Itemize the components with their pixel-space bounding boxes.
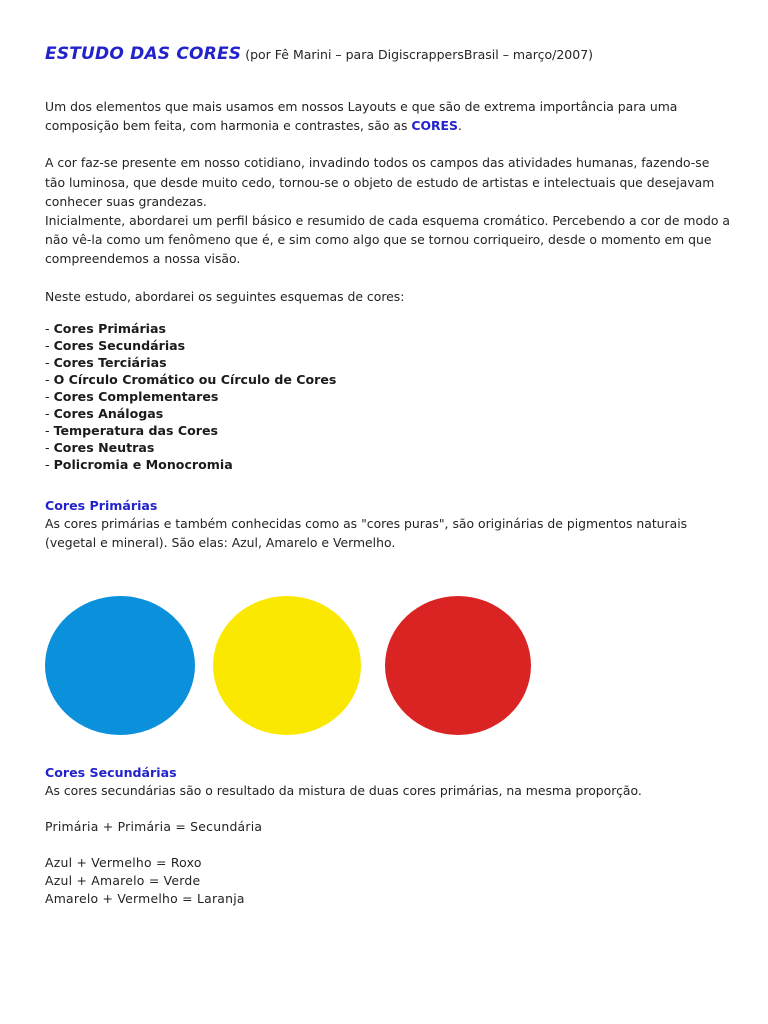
list-item-label: Cores Secundárias <box>53 337 186 353</box>
list-item <box>45 371 733 388</box>
list-item <box>45 354 733 371</box>
spacer <box>45 473 733 491</box>
intro-paragraph-1-period: . <box>457 118 462 134</box>
list-item <box>45 337 733 354</box>
spacer <box>45 306 733 320</box>
intro-paragraph-1-text: Um dos elementos que mais usamos em nossos Layouts e que são de extrema importância para uma composição bem feita, com harmonia e contrastes, são as <box>45 99 678 134</box>
list-item <box>45 422 733 439</box>
primary-color-swatches <box>45 596 545 746</box>
equation-roxo: Azul + Vermelho = Roxo <box>45 855 202 871</box>
list-item <box>45 388 733 405</box>
section-body-cores-secundarias: As cores secundárias são o resultado da mistura de duas cores primárias, na mesma proporção. <box>45 783 642 799</box>
page-title-main: ESTUDO DAS CORES <box>45 44 242 64</box>
list-item-label: Cores Complementares <box>53 388 219 404</box>
intro-paragraph-2: A cor faz-se presente em nosso cotidiano, invadindo todos os campos das atividades humanas, fazendo-se tão luminosa, que desde muito cedo, tornou-se o objeto de estudo de artistas e intelectuais que desejavam conhecer suas grandezas. <box>45 155 715 209</box>
spacer <box>45 800 733 818</box>
page-title <box>45 44 733 65</box>
color-swatch-azul <box>45 596 195 735</box>
cores-accent-word: CORES <box>411 118 458 134</box>
spacer <box>45 65 733 83</box>
section-body-cores-primarias: As cores primárias e também conhecidas como as "cores puras", são originárias de pigmentos naturais (vegetal e mineral). São elas: Azul, Amarelo e Vermelho. <box>45 515 688 551</box>
list-item-label: Cores Neutras <box>53 439 155 455</box>
list-item-label: Cores Terciárias <box>53 354 167 370</box>
spacer <box>45 570 733 588</box>
list-bullet: - <box>45 405 54 421</box>
list-bullet: - <box>45 388 54 404</box>
color-swatch-amarelo <box>213 596 361 735</box>
spacer <box>45 135 733 153</box>
list-bullet: - <box>45 371 54 387</box>
list-item-label: Policromia e Monocromia <box>53 456 233 472</box>
list-item-label: Temperatura das Cores <box>53 422 219 438</box>
spacer <box>45 588 733 596</box>
equation-verde: Azul + Amarelo = Verde <box>45 873 201 889</box>
list-bullet: - <box>45 456 54 472</box>
intro-paragraph-1 <box>45 97 733 135</box>
list-item <box>45 405 733 422</box>
spacer <box>45 836 733 854</box>
list-bullet: - <box>45 320 54 336</box>
scheme-list <box>45 320 733 473</box>
list-bullet: - <box>45 422 54 438</box>
spacer <box>45 746 733 764</box>
intro-paragraph-3: Inicialmente, abordarei um perfil básico e resumido de cada esquema cromático. Percebendo a cor de modo a não vê-la como um fenômeno que é, e sim como algo que se tornou corriqueiro, desde o momento em que compreendemos a nossa visão. <box>45 213 731 267</box>
spacer <box>45 552 733 570</box>
spacer <box>45 269 733 287</box>
document-content <box>45 44 733 908</box>
scheme-list-lead: Neste estudo, abordarei os seguintes esquemas de cores: <box>45 288 405 304</box>
formula-primaria-secundaria: Primária + Primária = Secundária <box>45 819 263 835</box>
spacer <box>45 83 733 97</box>
list-bullet: - <box>45 337 54 353</box>
list-item-label: Cores Primárias <box>53 320 166 336</box>
list-item-label: O Círculo Cromático ou Círculo de Cores <box>53 371 337 387</box>
page-title-credit: (por Fê Marini – para DigiscrappersBrasil – março/2007) <box>241 47 594 62</box>
list-bullet: - <box>45 439 54 455</box>
list-item <box>45 439 733 456</box>
list-item-label: Cores Análogas <box>53 405 164 421</box>
section-heading-cores-primarias: Cores Primárias <box>45 497 158 513</box>
color-swatch-vermelho <box>385 596 531 735</box>
list-item <box>45 456 733 473</box>
equation-laranja: Amarelo + Vermelho = Laranja <box>45 891 245 907</box>
list-item <box>45 320 733 337</box>
section-heading-cores-secundarias: Cores Secundárias <box>45 765 177 781</box>
list-bullet: - <box>45 354 54 370</box>
